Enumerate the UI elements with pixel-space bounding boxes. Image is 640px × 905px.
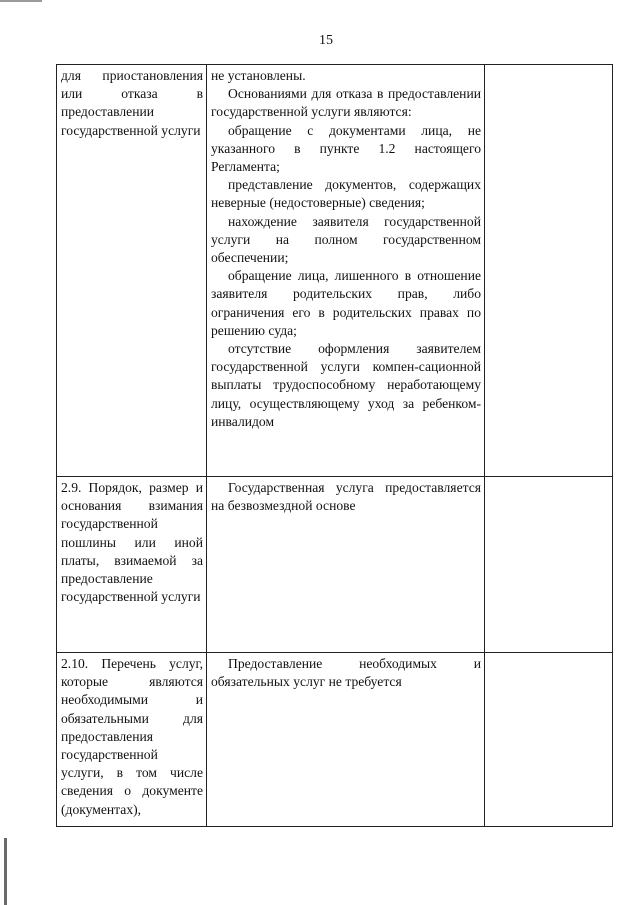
page-number: 15	[319, 33, 333, 48]
table-cell-content	[207, 653, 485, 827]
paragraph: отсутствие оформления заявителем государственной услуги компен-сационной выплаты трудоспособному неработающему лицу, осуществляющему уход за ребенком-инвалидом	[211, 341, 481, 429]
paragraph: обращение лица, лишенного в отношение заявителя родительских прав, либо ограничения его в родительских правах по решению суда;	[211, 268, 481, 338]
table-row	[57, 65, 613, 477]
table-cell-content	[207, 65, 485, 477]
scan-edge-mark	[0, 0, 42, 2]
paragraph: Государственная услуга предоставляется на безвозмездной основе	[211, 480, 481, 514]
paragraph: обращение с документами лица, не указанного в пункте 1.2 настоящего Регламента;	[211, 122, 481, 175]
paragraph: Предоставление необходимых и обязательных услуг не требуется	[211, 656, 481, 690]
table-cell-notes	[485, 65, 613, 477]
table-cell-item: 2.9. Порядок, размер и основания взимания государственной пошлины или иной платы, взимаемой за предоставление государственной услуги	[57, 477, 207, 653]
scan-edge-mark	[4, 838, 7, 905]
table-cell-content	[207, 477, 485, 653]
table-row	[57, 477, 613, 653]
paragraph: Основаниями для отказа в предоставлении государственной услуги являются:	[211, 86, 481, 120]
table-cell-notes	[485, 477, 613, 653]
regulation-table	[56, 64, 613, 827]
table-cell-item: для приостановления или отказа в предоставлении государственной услуги	[57, 65, 207, 477]
paragraph: не установлены.	[211, 68, 306, 83]
paragraph: представление документов, содержащих неверные (недостоверные) сведения;	[211, 177, 481, 211]
table-cell-notes	[485, 653, 613, 827]
table-row	[57, 653, 613, 827]
table-cell-item: 2.10. Перечень услуг, которые являются необходимыми и обязательными для предоставления государственной услуги, в том числе сведения о документе (документах),	[57, 653, 207, 827]
paragraph: нахождение заявителя государственной услуги на полном государственном обеспечении;	[211, 213, 481, 266]
